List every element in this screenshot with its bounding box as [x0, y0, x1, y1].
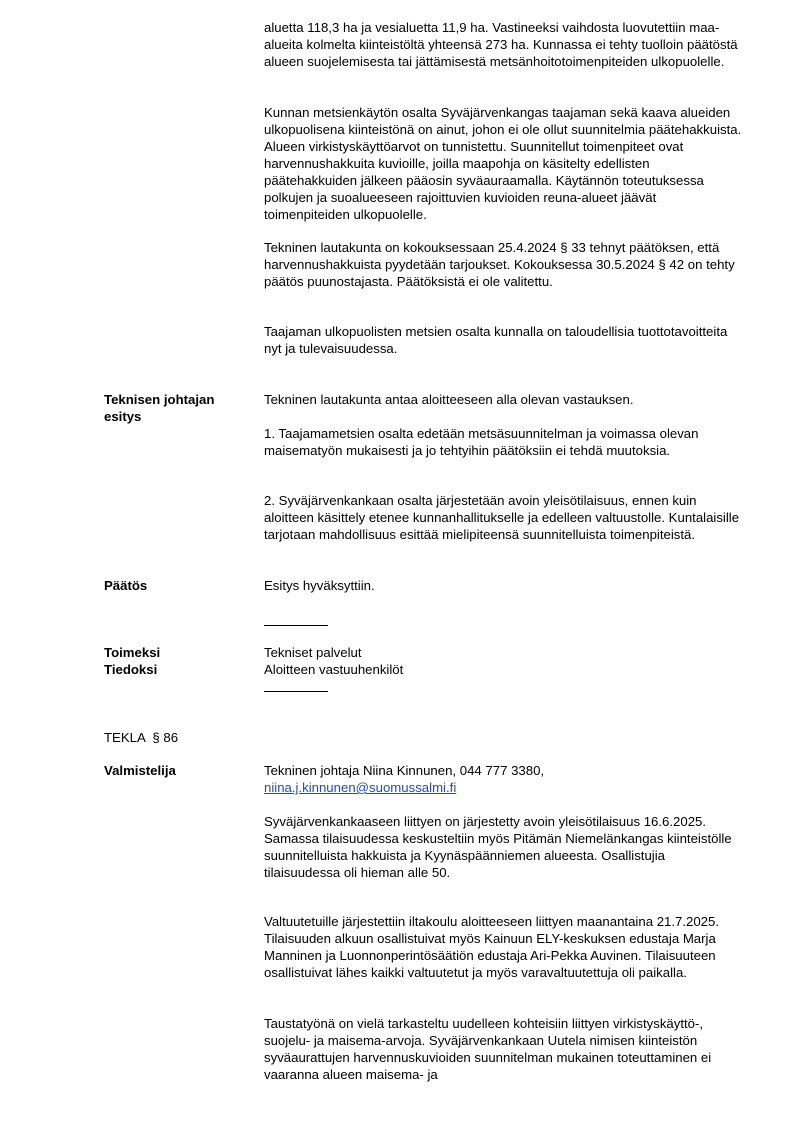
preparer-text — [264, 1015, 744, 1083]
continuation-text — [264, 323, 744, 357]
paragraph: Kunnan metsienkäytön osalta Syväjärvenkangas taajaman sekä kaava alueiden ulkopuolisena kiinteistönä on ainut, johon ei ole ollut suunnitelmia päätehakkuista. Alueen virkistyskäyttöarvot on tunnistettu. Suunnitellut toimenpiteet ovat harvennushakkuita kuvioille, joilla maapohja on käsitelty edellisten päätehakkuiden jälkeen pääosin syväauraamalla. Käytännön toteutuksessa polkujen ja suoalueeseen rajoittuvien kuvioiden reuna-alueet jäävät toimenpiteiden ulkopuolelle. — [264, 105, 742, 222]
paragraph: Tekninen lautakunta on kokouksessaan 25.4.2024 § 33 tehnyt päätöksen, että harvennushakkuista pyydetään tarjoukset. Kokouksessa 30.5.2024 § 42 on tehty päätös puunostajasta. Päätöksistä ei ole valitettu. — [264, 240, 735, 289]
paragraph: Taustatyönä on vielä tarkasteltu uudelleen kohteisiin liittyen virkistyskäyttö-, suojelu- ja maisema-arvoja. Syväjärvenkankaan Uutela nimisen kiinteistön syväaurattujen harvennuskuvioiden suunnitelman mukainen toteuttaminen ei vaaranna alueen maisema- ja — [264, 1016, 712, 1082]
preparer-text — [264, 913, 744, 981]
continuation-text — [264, 104, 744, 223]
paragraph: aluetta 118,3 ha ja vesialuetta 11,9 ha. Vastineeksi vaihdosta luovutettiin maa-alueita kolmelta kiinteistöltä yhteensä 273 ha. Kunnassa ei tehty tuolloin päätöstä alueen suojelemisesta tai jättämisestä metsänhoitotoimenpiteiden ulkopuolelle. — [264, 20, 738, 69]
preparer-name: Tekninen johtaja Niina Kinnunen, 044 777 3380, — [264, 763, 545, 778]
decision-text: Esitys hyväksyttiin. — [264, 578, 375, 593]
decision-label: Päätös — [104, 578, 148, 593]
email-link[interactable]: niina.j.kinnunen@suomussalmi.fi — [264, 780, 457, 795]
paragraph: Tekninen lautakunta antaa aloitteeseen alla olevan vastauksen. — [264, 392, 634, 407]
divider — [264, 691, 328, 692]
proposal-label: Teknisen johtajan esitys — [104, 392, 215, 424]
paragraph: Syväjärvenkankaaseen liittyen on järjestetty avoin yleisötilaisuus 16.6.2025. Samassa tilaisuudessa keskusteltiin myös Pitämän Niemelänkangas kiinteistölle suunnitelluista hakkuista ja Kyynäspäänniemen alueesta. Osallistujia tilaisuudessa oli hieman alle 50. — [264, 814, 732, 880]
section-reference: TEKLA § 86 — [104, 730, 179, 745]
paragraph: 1. Taajamametsien osalta edetään metsäsuunnitelman ja voimassa olevan maisematyön mukaisesti ja jo tehtyihin päätöksiin ei tehdä muutoksia. — [264, 426, 699, 458]
paragraph: Taajaman ulkopuolisten metsien osalta kunnalla on taloudellisia tuottotavoitteita nyt ja tulevaisuudessa. — [264, 324, 728, 356]
divider — [264, 625, 328, 626]
execution-label: Toimeksi — [104, 645, 161, 660]
continuation-text — [264, 239, 744, 290]
info-value: Aloitteen vastuuhenkilöt — [264, 662, 404, 677]
paragraph: Valtuutetuille järjestettiin iltakoulu aloitteeseen liittyen maanantaina 21.7.2025. Tilaisuuden alkuun osallistuivat myös Kainuun ELY-keskuksen edustaja Marja Manninen ja Luonnonperintösäätiön edustaja Ari-Pekka Auvinen. Tilaisuuteen osallistuivat lähes kaikki valtuutetut ja myös varavaltuutettuja oli paikalla. — [264, 914, 720, 980]
info-label: Tiedoksi — [104, 662, 158, 677]
preparer-contact — [264, 762, 744, 796]
preparer-text — [264, 813, 744, 881]
proposal-text — [264, 425, 744, 459]
paragraph: 2. Syväjärvenkankaan osalta järjestetään avoin yleisötilaisuus, ennen kuin aloitteen käsittely etenee kunnanhallitukselle ja edelleen valtuustolle. Kuntalaisille tarjotaan mahdollisuus esittää mielipiteensä suunnitelluista toimenpiteistä. — [264, 493, 740, 542]
execution-value: Tekniset palvelut — [264, 645, 362, 660]
proposal-text — [264, 492, 744, 543]
proposal-text — [264, 391, 744, 408]
continuation-text — [264, 19, 744, 70]
preparer-label: Valmistelija — [104, 763, 176, 778]
